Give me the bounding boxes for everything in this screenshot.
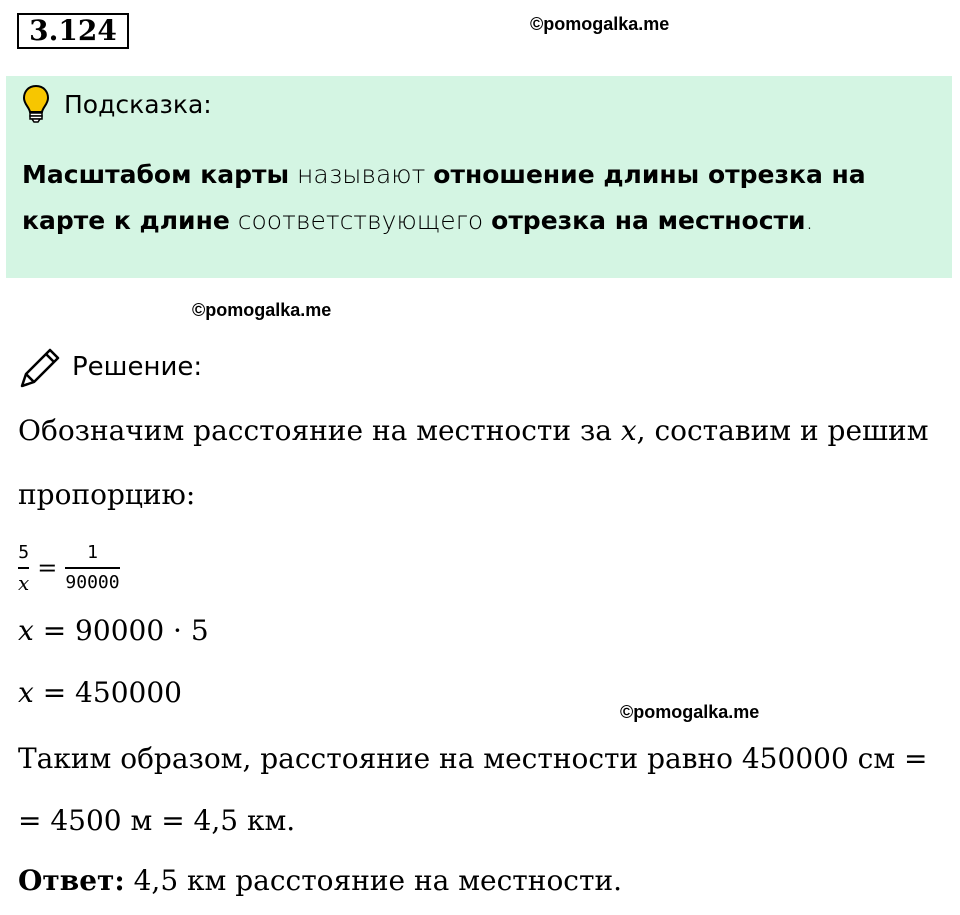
fraction-bar [18, 567, 29, 569]
step-1 [18, 614, 948, 647]
problem-number: 3.124 [17, 13, 129, 49]
intro-text-a: Обозначим расстояние на местности за [18, 414, 621, 447]
hint-title: Подсказка: [64, 89, 212, 119]
proportion [18, 536, 120, 600]
intro-variable: x [620, 414, 637, 447]
left-numerator: 5 [18, 542, 30, 563]
left-denominator: x [18, 571, 30, 595]
solution-title: Решение: [72, 352, 203, 382]
hint-term: Масштабом карты [22, 160, 290, 189]
left-fraction [18, 542, 29, 594]
right-denominator: 90000 [65, 572, 120, 593]
hint-term: отрезка на местности [491, 206, 806, 235]
hint-connector: называют [289, 160, 434, 189]
intro-line-2: пропорцию: [18, 478, 196, 511]
watermark-bottom: ©pomogalka.me [620, 702, 760, 722]
hint-text [22, 152, 932, 244]
lightbulb-icon [22, 84, 50, 124]
hint-connector: . [805, 206, 814, 235]
pencil-icon [18, 344, 64, 390]
hint-term: отношение длины отрезка на карте к длине [22, 160, 866, 235]
step-2 [18, 676, 948, 709]
answer-line [18, 864, 948, 897]
step-1-expression: = 90000 · 5 [33, 614, 209, 647]
answer-label: Ответ: [18, 864, 125, 897]
solution-header [18, 344, 202, 390]
hint-header [22, 84, 212, 124]
step-1-variable: x [18, 614, 34, 647]
conclusion-line-1: Таким образом, расстояние на местности равно 450000 см = [18, 742, 928, 775]
fraction-bar [65, 567, 119, 569]
right-fraction [65, 542, 119, 594]
answer-text: 4,5 км расстояние на местности. [124, 864, 623, 897]
equals-sign: = [37, 554, 58, 582]
intro-text-b: , составим и решим [636, 414, 929, 447]
step-2-variable: x [18, 676, 34, 709]
conclusion-line-2: = 4500 м = 4,5 км. [18, 804, 296, 837]
watermark-top: ©pomogalka.me [530, 14, 670, 34]
step-2-expression: = 450000 [33, 676, 182, 709]
watermark-middle: ©pomogalka.me [192, 300, 332, 320]
intro-line-1 [18, 414, 948, 447]
hint-connector: соответствующего [229, 206, 492, 235]
right-numerator: 1 [87, 542, 98, 563]
